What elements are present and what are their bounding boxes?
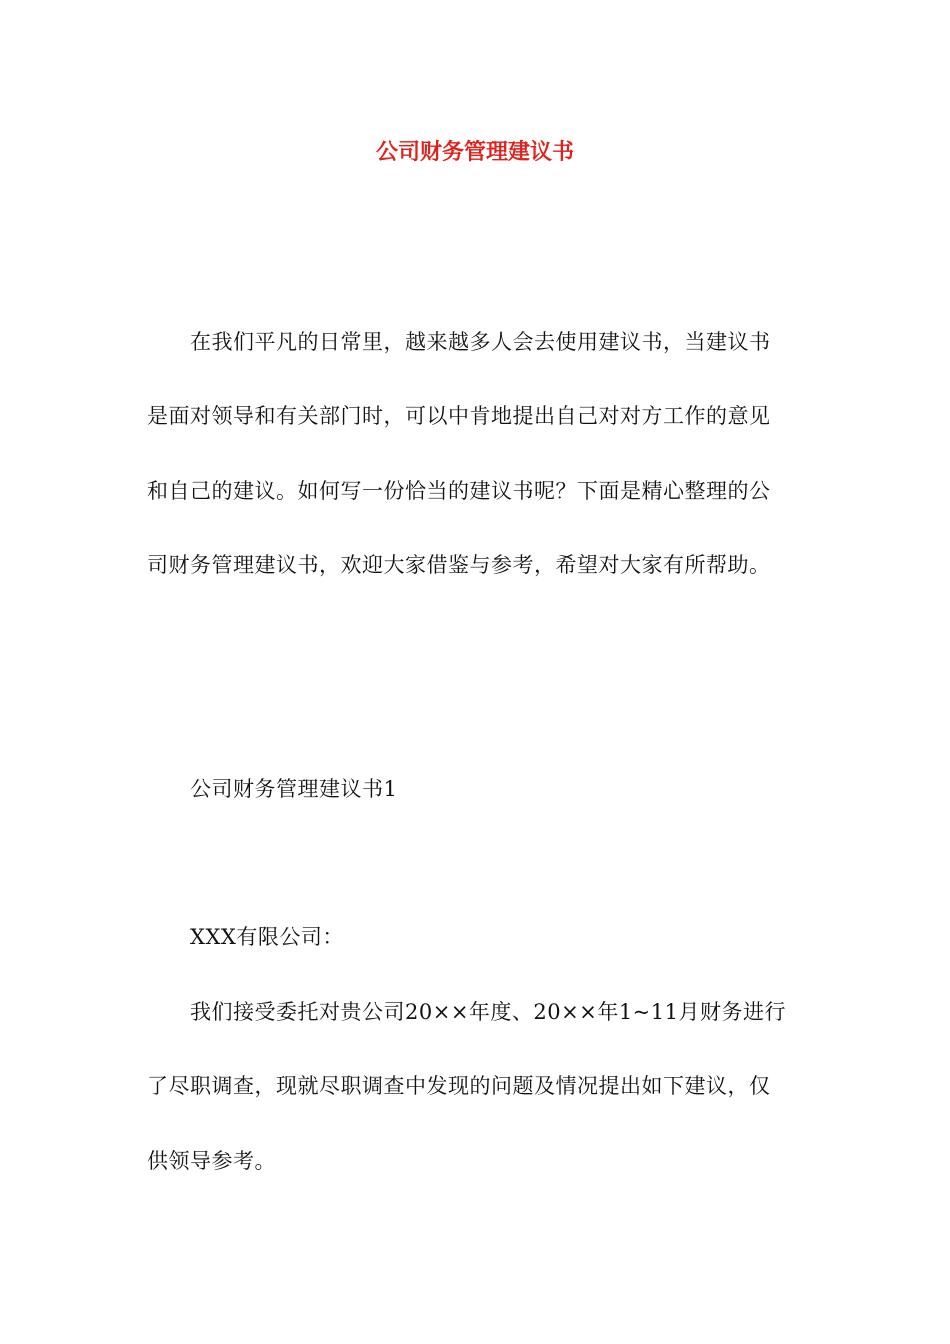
intro-line-1: 在我们平凡的日常里，越来越多人会去使用建议书，当建议书: [190, 330, 771, 354]
salutation: XXX有限公司：: [190, 925, 344, 949]
document-title: 公司财务管理建议书: [375, 139, 574, 165]
section-heading: 公司财务管理建议书1: [190, 777, 398, 801]
intro-line-2: 是面对领导和有关部门时，可以中肯地提出自己对对方工作的意见: [147, 404, 771, 428]
body-line-1: 我们接受委托对贵公司20××年度、20××年1~11月财务进行: [190, 1000, 787, 1024]
intro-line-3: 和自己的建议。如何写一份恰当的建议书呢？下面是精心整理的公: [147, 479, 771, 503]
intro-line-4: 司财务管理建议书，欢迎大家借鉴与参考，希望对大家有所帮助。: [147, 553, 771, 577]
body-line-3: 供领导参考。: [147, 1149, 276, 1173]
body-line-2: 了尽职调查，现就尽职调查中发现的问题及情况提出如下建议，仅: [147, 1074, 771, 1098]
